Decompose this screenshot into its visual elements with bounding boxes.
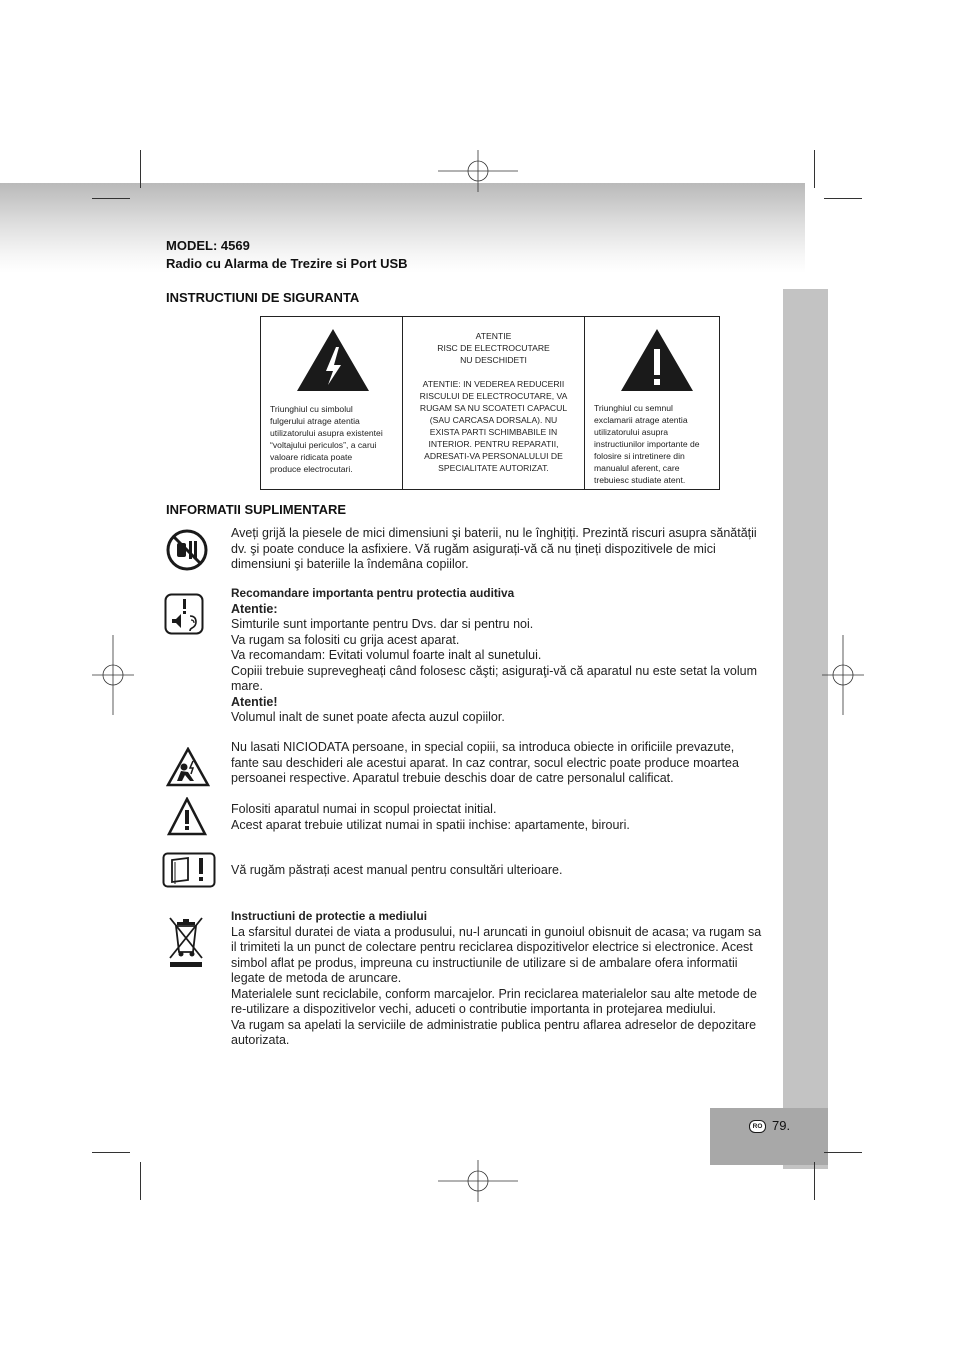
hearing-title: Recomandare importanta pentru protectia auditiva: [231, 586, 515, 600]
registration-mark-bottom: [438, 1160, 518, 1202]
small-parts-text: Aveți grijă la piesele de mici dimensiuni şi baterii, nu le înghițiți. Prezintă riscuri asupra sănătății dv. şi poate conduce la asfixiere. Vă rugăm asigurați-vă că nu țineți dispozitivele de mici dimensiuni şi bateriile la îndemâna copiilor.: [231, 526, 757, 571]
shock-warning-cell: [402, 317, 585, 489]
safety-warning-table: [260, 316, 720, 490]
page-number-box: [710, 1108, 828, 1165]
registration-mark-right: [822, 635, 864, 715]
hearing-protection-text: Recomandare importanta pentru protectia auditiva Atentie: Simturile sunt importante pentru Dvs. dar si pentru noi. Va rugam sa folositi cu grija acest aparat. Va recomandam: Evitati volumul foarte inalt al sunetului. Copiii trebuie suprevegheați când folosesc căşti; asiguraţi-vă că aparatul nu este setat la volum mare. Atentie! Volumul inalt de sunet poate afecta auzul copiilor.: [231, 586, 757, 724]
exclamation-cell: [585, 317, 719, 489]
lightning-cell: [261, 317, 402, 489]
caution-icon: [167, 797, 207, 837]
no-small-parts-icon: [166, 529, 208, 571]
product-subtitle: Radio cu Alarma de Trezire si Port USB: [166, 256, 408, 271]
lightning-warning-icon: [295, 327, 371, 393]
lightning-caption: Triunghiul cu simbolul fulgerului atrage atentia utilizatorului asupra existentei “voltajului periculos”, a carui valoare ridicata poate produce electrocutari.: [270, 404, 383, 474]
manual-text: Vă rugăm păstrați acest manual pentru consultări ulterioare.: [231, 863, 563, 877]
exclamation-caption: Triunghiul cu semnul exclamarii atrage atentia utilizatorului asupra instructiunilor importante de folosire si intretinere din manualul aferent, care trebuiesc studiate atent.: [594, 403, 700, 485]
objects-warning-text: Nu lasati NICIODATA persoane, in special copiii, sa introduca obiecte in orificiile prevazute, fante sau deschideri ale acestui aparat. In caz contrar, socul electric poate produce moartea persoanei respective. Aparatul trebuie deschis doar de catre personalul calificat.: [231, 740, 739, 785]
model-title: MODEL: 4569: [166, 238, 250, 253]
environment-title: Instructiuni de protectie a mediului: [231, 909, 427, 923]
electric-shock-icon: [166, 747, 210, 787]
shock-warning-text: ATENTIE RISC DE ELECTROCUTARE NU DESCHIDETI ATENTIE: IN VEDEREA REDUCERII RISCULUI DE ELECTROCUTARE, VA RUGAM SA NU SCOATETI CAPACUL (SAU CARCASA DORSALA). NU EXISTA PARTI SCHIMBABILE IN INTERIOR. PENTRU REPARATII, ADRESATI-VA PERSONALULUI DE SPECIALITATE AUTORIZAT.: [419, 331, 568, 473]
exclamation-warning-icon: [619, 327, 695, 393]
registration-mark-top: [438, 150, 518, 192]
registration-mark-left: [92, 635, 134, 715]
read-manual-icon: [162, 852, 216, 888]
language-badge: RO: [749, 1120, 766, 1133]
hearing-warning-icon: [164, 593, 204, 635]
safety-heading: INSTRUCTIUNI DE SIGURANTA: [166, 290, 360, 305]
weee-bin-icon: [166, 916, 206, 968]
side-strip: [783, 289, 828, 1169]
usage-text: Folositi aparatul numai in scopul proiectat initial. Acest aparat trebuie utilizat numai in spatii inchise: apartamente, birouri.: [231, 802, 630, 832]
page-number: 79.: [772, 1118, 791, 1133]
environment-text: Instructiuni de protectie a mediului La sfarsitul duratei de viata a produsului, nu-l aruncati in gunoiul obisnuit de acasa; va rugam sa il trimiteti la un punct de colectare pentru reciclarea dispozitivelor electrice si electronice. Acest simbol aflat pe produs, impreuna cu instructiunile de utilizare si de ambalare ofera informatii legate de metoda de aruncare. Materialele sunt reciclabile, conform marcajelor. Prin reciclarea materialelor sau alte metode de re-utilizare a dispozitivelor vechi, aduceti o contributie importanta in protejarea mediului. Va rugam sa apelati la serviciile de administratie publica pentru aflarea adreselor de depozitare autorizata.: [231, 909, 762, 1047]
info-heading: INFORMATII SUPLIMENTARE: [166, 502, 347, 517]
